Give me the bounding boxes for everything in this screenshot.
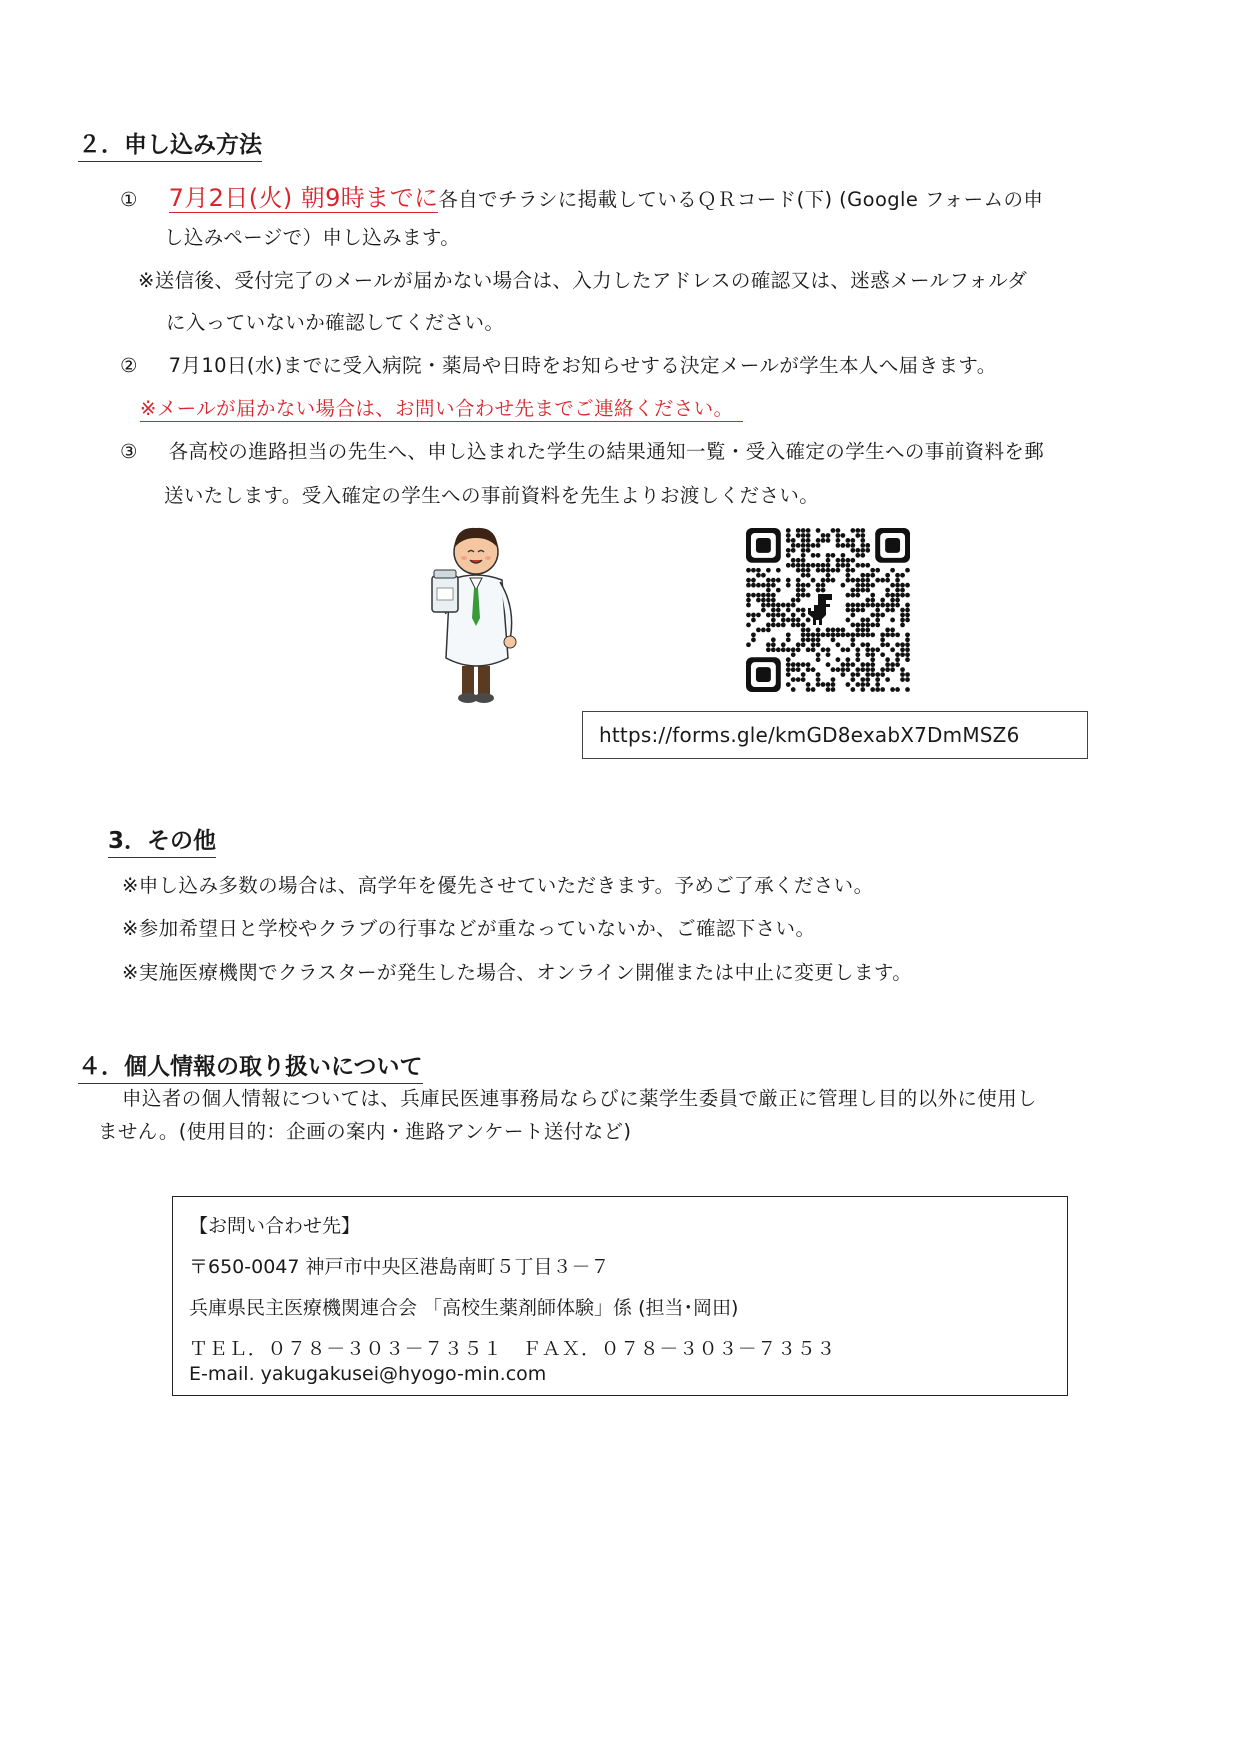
note-1-line-1: ※送信後、受付完了のメールが届かない場合は、入力したアドレスの確認又は、迷惑メールフォルダ (138, 269, 1028, 292)
contact-box (172, 1196, 1068, 1396)
deadline-text: 7月2日(火) 朝9時までに (168, 184, 439, 212)
item-1-line-1 (120, 178, 1043, 213)
section-4-line-1: 申込者の個人情報については、兵庫民医連事務局ならびに薬学生委員で厳正に管理し目的以外に使用し (122, 1087, 1038, 1110)
form-url-link[interactable]: https://forms.gle/kmGD8exabX7DmMSZ6 (599, 723, 1020, 747)
contact-address: 〒650-0047 神戸市中央区港島南町５丁目３－７ (189, 1256, 610, 1278)
contact-title: 【お問い合わせ先】 (189, 1215, 361, 1237)
item-3-text: 各高校の進路担当の先生へ、申し込まれた学生の結果通知一覧・受入確定の学生への事前資料を郵 (168, 440, 1045, 463)
contact-phone-fax: ＴＥＬ．０７８－３０３－７３５１ ＦＡＸ．０７８－３０３－７３５３ (189, 1338, 836, 1360)
section-3-line-2: ※参加希望日と学校やクラブの行事などが重なっていないか、ご確認下さい。 (122, 917, 816, 940)
note-2: ※メールが届かない場合は、お問い合わせ先までご連絡ください。 (140, 393, 743, 422)
note-1-line-2: に入っていないか確認してください。 (166, 311, 505, 334)
url-box[interactable] (582, 711, 1088, 759)
section-4-line-2: ません。(使用目的：企画の案内・進路アンケート送付など) (98, 1120, 632, 1143)
item-1-text: 各自でチラシに掲載しているＱＲコード(下) (Google フォームの申 (438, 188, 1044, 211)
section-4-heading: ４．個人情報の取り扱いについて (78, 1048, 423, 1084)
section-3-line-1: ※申し込み多数の場合は、高学年を優先させていただきます。予めご了承ください。 (122, 874, 874, 897)
item-3-mark: ③ (120, 440, 138, 463)
qr-code[interactable] (746, 528, 910, 692)
section-3-line-3: ※実施医療機関でクラスターが発生した場合、オンライン開催または中止に変更します。 (122, 961, 913, 984)
section-3-heading: 3．その他 (108, 822, 216, 858)
section-2-heading: ２．申し込み方法 (78, 126, 262, 162)
item-3-line-1 (120, 436, 1044, 464)
item-2 (120, 350, 997, 378)
contact-organization: 兵庫県民主医療機関連合会 「高校生薬剤師体験」係 (担当･岡田) (189, 1297, 739, 1319)
item-2-text: 7月10日(水)までに受入病院・薬局や日時をお知らせする決定メールが学生本人へ届きます。 (168, 354, 997, 377)
contact-email[interactable]: E-mail. yakugakusei@hyogo-min.com (189, 1363, 547, 1385)
item-1-mark: ① (120, 188, 138, 211)
item-2-mark: ② (120, 354, 138, 377)
item-1-line-2: し込みページで）申し込みます。 (164, 226, 461, 249)
pharmacist-illustration (424, 518, 528, 706)
item-3-line-2: 送いたします。受入確定の学生への事前資料を先生よりお渡しください。 (164, 484, 820, 507)
